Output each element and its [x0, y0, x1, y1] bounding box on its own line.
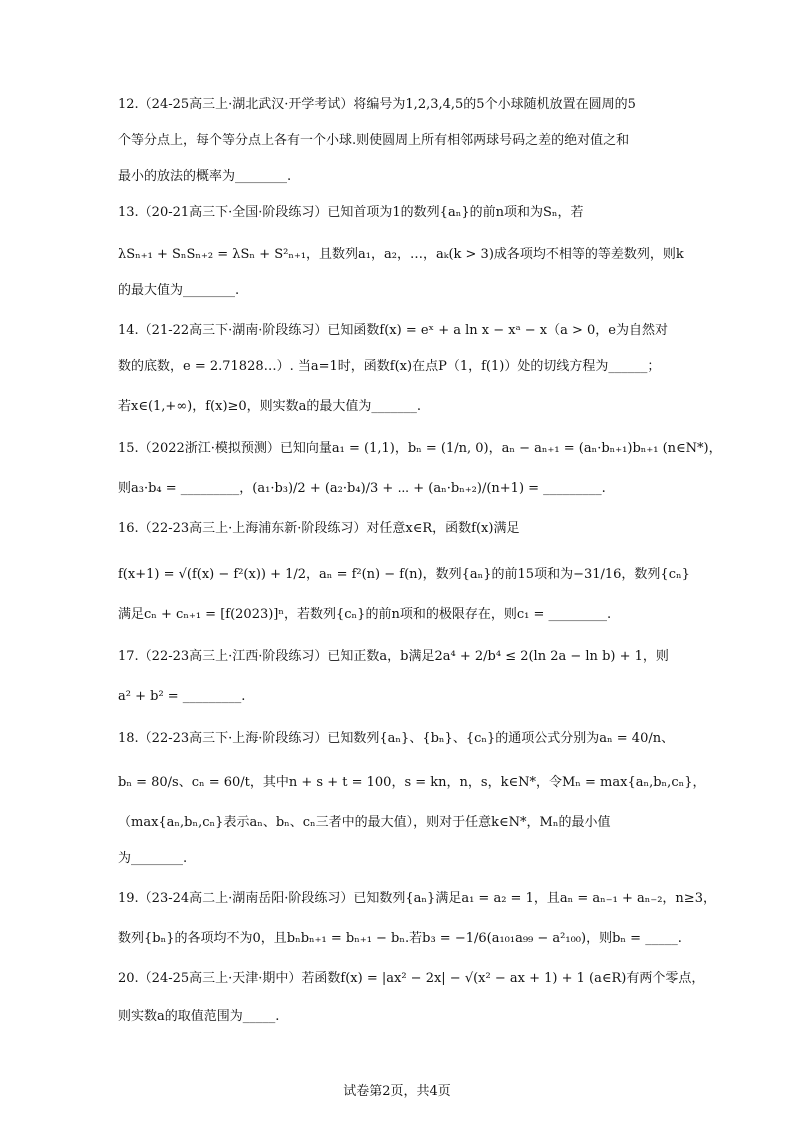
question-line: a² + b² = _________. — [118, 689, 246, 704]
question-line: （max{aₙ,bₙ,cₙ}表示aₙ、bₙ、cₙ三者中的最大值），则对于任意k∈N*，Mₙ的最小值 — [118, 815, 611, 830]
question-line: 若x∈(1,+∞)，f(x)≥0，则实数a的最大值为_______. — [118, 399, 422, 414]
question-line: 18.（22-23高三下·上海·阶段练习）已知数列{aₙ}、{bₙ}、{cₙ}的通项公式分别为aₙ = 40/n、 — [118, 731, 675, 746]
question-line: 20.（24-25高三上·天津·期中）若函数f(x) = |ax² − 2x| − √(x² − ax + 1) + 1 (a∈R)有两个零点， — [118, 971, 705, 986]
question-line: bₙ = 80/s、cₙ = 60/t，其中n + s + t = 100，s = kn，n，s，k∈N*，令Mₙ = max{aₙ,bₙ,cₙ}， — [118, 775, 706, 790]
question-line: 15.（2022浙江·模拟预测）已知向量a₁ = (1,1)，bₙ = (1/n, 0)，aₙ − aₙ₊₁ = (aₙ·bₙ₊₁)bₙ₊₁ (n∈N*)， — [118, 441, 722, 456]
question-line: 14.（21-22高三下·湖南·阶段练习）已知函数f(x) = eˣ + a ln x − xᵃ − x（a > 0，e为自然对 — [118, 323, 668, 338]
question-line: 最小的放法的概率为________. — [118, 169, 292, 184]
question-line: 则a₃·b₄ = _________，(a₁·b₃)/2 + (a₂·b₄)/3 + ⋯ + (aₙ·bₙ₊₂)/(n+1) = _________. — [118, 481, 606, 496]
question-20 — [118, 971, 705, 1024]
question-15 — [118, 441, 722, 496]
question-line: 12.（24-25高三上·湖北武汉·开学考试）将编号为1,2,3,4,5的5个小球随机放置在圆周的5 — [118, 97, 636, 112]
question-line: 数的底数，e = 2.71828…）. 当a=1时，函数f(x)在点P（1，f(1)）处的切线方程为______； — [118, 359, 661, 374]
question-19 — [118, 891, 716, 946]
question-line: 为________. — [118, 851, 188, 866]
question-18 — [118, 731, 706, 866]
question-16 — [118, 521, 690, 622]
question-14 — [118, 324, 678, 414]
question-line: 17.（22-23高三上·江西·阶段练习）已知正数a，b满足2a⁴ + 2/b⁴ ≤ 2(ln 2a − ln b) + 1，则 — [118, 649, 669, 664]
question-line: λSₙ₊₁ + SₙSₙ₊₂ = λSₙ + S²ₙ₊₁，且数列a₁，a₂，…，aₖ(k > 3)成各项均不相等的等差数列，则k — [118, 247, 684, 262]
question-line: 个等分点上，每个等分点上各有一个小球.则使圆周上所有相邻两球号码之差的绝对值之和 — [118, 133, 630, 148]
question-17 — [118, 650, 678, 704]
question-line: 的最大值为________. — [118, 283, 240, 298]
question-13 — [118, 205, 684, 298]
question-line: 数列{bₙ}的各项均不为0，且bₙbₙ₊₁ = bₙ₊₁ − bₙ.若b₃ = −1/6(a₁₀₁a₉₉ − a²₁₀₀)，则bₙ = _____. — [118, 931, 682, 946]
question-12 — [118, 98, 678, 184]
question-line: 19.（23-24高二上·湖南岳阳·阶段练习）已知数列{aₙ}满足a₁ = a₂ = 1，且aₙ = aₙ₋₁ + aₙ₋₂，n≥3， — [118, 891, 716, 906]
question-list — [118, 97, 722, 1024]
question-line: f(x+1) = √(f(x) − f²(x)) + 1/2，aₙ = f²(n) − f(n)，数列{aₙ}的前15项和为−31/16，数列{cₙ} — [118, 567, 690, 582]
question-line: 13.（20-21高三下·全国·阶段练习）已知首项为1的数列{aₙ}的前n项和为Sₙ，若 — [118, 205, 584, 220]
question-line: 满足cₙ + cₙ₊₁ = [f(2023)]ⁿ，若数列{cₙ}的前n项和的极限存在，则c₁ = _________. — [118, 607, 612, 622]
page-footer: 试卷第2页，共4页 — [343, 1084, 451, 1099]
question-line: 16.（22-23高三上·上海浦东新·阶段练习）对任意x∈R，函数f(x)满足 — [118, 521, 520, 536]
question-line: 则实数a的取值范围为_____. — [118, 1009, 280, 1024]
